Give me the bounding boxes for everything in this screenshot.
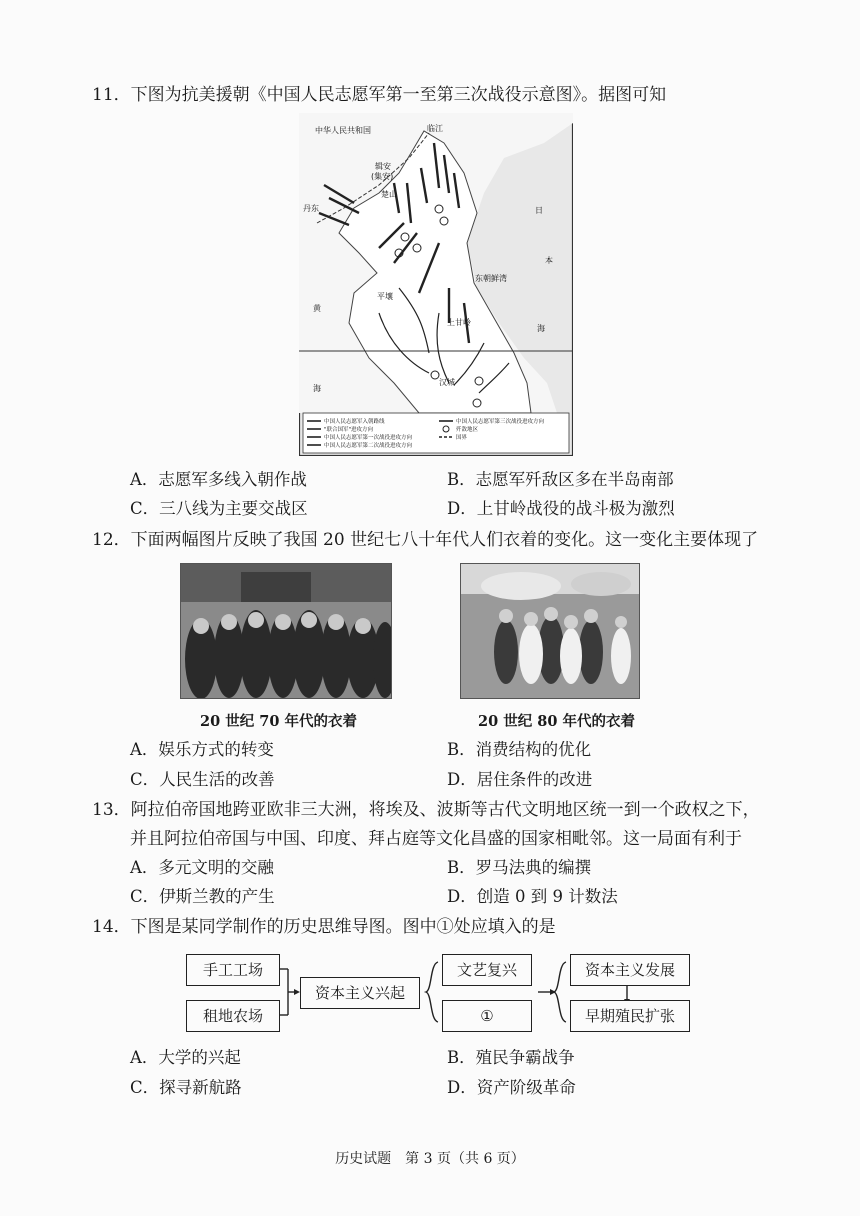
q13-stem-line1: 13．阿拉伯帝国地跨亚欧非三大洲，将埃及、波斯等古代文明地区统一到一个政权之下， — [92, 800, 760, 820]
map-label-ben: 本 — [545, 256, 553, 265]
q13-option-d[interactable]: D．创造 0 到 9 计数法 — [447, 887, 618, 906]
map-label-hancheng: 汉城 — [439, 378, 455, 387]
caption-1970s: 20 世纪 70 年代的衣着 — [200, 713, 358, 730]
battle-map-svg — [299, 113, 573, 456]
q13-option-c[interactable]: C．伊斯兰教的产生 — [130, 887, 275, 906]
battle-map — [299, 113, 573, 456]
q11-option-a[interactable]: A．志愿军多线入朝作战 — [130, 470, 307, 489]
q11-stem: 11．下图为抗美援朝《中国人民志愿军第一至第三次战役示意图》。据图可知 — [92, 85, 667, 105]
q11-option-b[interactable]: B．志愿军歼敌区多在半岛南部 — [447, 470, 674, 489]
map-label-ri: 日 — [535, 206, 543, 215]
legend-right-1: 歼敌地区 — [456, 427, 479, 433]
map-label-linjiang: 临江 — [427, 124, 443, 133]
map-label-east-bay: 东朝鲜湾 — [475, 274, 507, 283]
page-footer: 历史试题 第 3 页（共 6 页） — [335, 1151, 525, 1167]
q13-option-a[interactable]: A．多元文明的交融 — [130, 858, 274, 877]
map-label-shangganling: 上甘岭 — [447, 318, 471, 327]
q14-option-b[interactable]: B．殖民争霸战争 — [447, 1048, 575, 1067]
q14-option-d[interactable]: D．资产阶级革命 — [447, 1078, 576, 1097]
photo-1980s-svg — [461, 564, 639, 698]
q13-option-b[interactable]: B．罗马法典的编撰 — [447, 858, 592, 877]
photo-1980s-clothing — [460, 563, 640, 699]
caption-1980s: 20 世纪 80 年代的衣着 — [478, 713, 636, 730]
q12-option-c[interactable]: C．人民生活的改善 — [130, 770, 275, 789]
mindmap-renaissance-box: 文艺复兴 — [442, 954, 532, 986]
q11-option-c[interactable]: C．三八线为主要交战区 — [130, 499, 308, 518]
q14-stem: 14．下图是某同学制作的历史思维导图。图中①处应填入的是 — [92, 917, 556, 937]
legend-left-2: 中国人民志愿军第一次战役进攻方向 — [324, 435, 413, 441]
legend-right-0: 中国人民志愿军第三次战役进攻方向 — [456, 419, 545, 425]
map-label-hai-left: 海 — [313, 384, 321, 393]
map-label-hai-right: 海 — [537, 324, 545, 333]
photo-1970s-clothing — [180, 563, 392, 699]
map-label-chushan: 楚山 — [381, 190, 397, 199]
q11-option-d[interactable]: D．上甘岭战役的战斗极为激烈 — [447, 499, 675, 518]
q14-option-c[interactable]: C．探寻新航路 — [130, 1078, 242, 1097]
q12-option-b[interactable]: B．消费结构的优化 — [447, 740, 592, 759]
legend-left-1: "联合国军"进攻方向 — [324, 427, 374, 433]
mindmap-blank-box: ① — [442, 1000, 532, 1032]
legend-left-0: 中国人民志愿军入朝路线 — [324, 419, 385, 425]
q12-option-d[interactable]: D．居住条件的改进 — [447, 770, 593, 789]
mindmap-farm-box: 租地农场 — [186, 1000, 280, 1032]
mind-map — [180, 952, 700, 1038]
mindmap-colonial-box: 早期殖民扩张 — [570, 1000, 690, 1032]
q14-option-a[interactable]: A．大学的兴起 — [130, 1048, 241, 1067]
map-label-jian: 辑安 — [375, 162, 391, 171]
legend-right-2: 国界 — [456, 435, 468, 441]
map-label-huang: 黄 — [313, 304, 321, 313]
q12-option-a[interactable]: A．娱乐方式的转变 — [130, 740, 274, 759]
q13-stem-line2: 并且阿拉伯帝国与中国、印度、拜占庭等文化昌盛的国家相毗邻。这一局面有利于 — [130, 829, 742, 849]
mindmap-handicraft-box: 手工工场 — [186, 954, 280, 986]
mindmap-capitalism-dev-box: 资本主义发展 — [570, 954, 690, 986]
mindmap-capitalism-rise-box: 资本主义兴起 — [300, 977, 420, 1009]
map-label-pyongyang: 平壤 — [377, 292, 393, 301]
legend-left-3: 中国人民志愿军第二次战役进攻方向 — [324, 443, 413, 449]
photo-1970s-svg — [181, 564, 391, 698]
map-label-jian2: (集安) — [371, 172, 394, 181]
map-label-prc: 中华人民共和国 — [315, 126, 371, 135]
q12-stem: 12．下面两幅图片反映了我国 20 世纪七八十年代人们衣着的变化。这一变化主要体现了 — [92, 530, 759, 550]
map-label-dandong: 丹东 — [303, 204, 319, 213]
